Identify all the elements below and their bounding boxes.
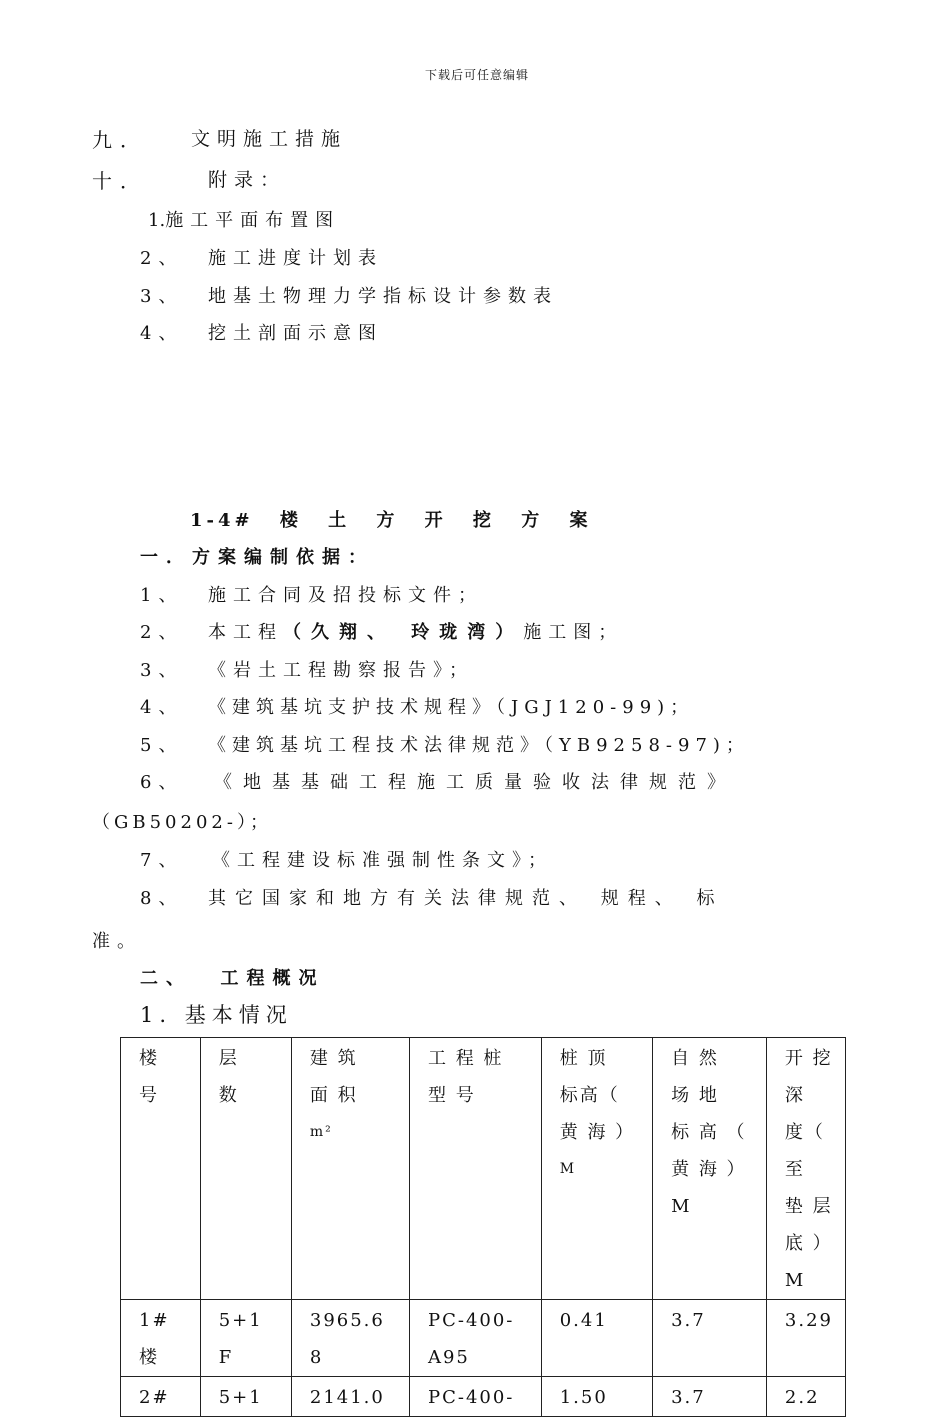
appendix-item bbox=[148, 206, 340, 232]
table-cell: 5+1 F bbox=[200, 1300, 291, 1377]
basis-item bbox=[140, 581, 483, 607]
section-heading: 一．方案编制依据： bbox=[140, 547, 374, 568]
basis-item-text: 《建筑基坑支护技术规程》（JGJ120-99)； bbox=[208, 697, 695, 718]
basis-item bbox=[140, 768, 736, 794]
header-cell: 楼 号 bbox=[121, 1038, 201, 1300]
basis-item-text: 施工合同及招投标文件； bbox=[208, 585, 483, 606]
basis-item-text: 《岩土工程勘察报告》； bbox=[208, 660, 474, 681]
table-cell: 3.7 bbox=[653, 1300, 767, 1377]
page-header: 下载后可任意编辑 bbox=[425, 68, 530, 82]
basis-item bbox=[140, 884, 723, 910]
basis-item-number: 2、 bbox=[140, 622, 184, 643]
basis-item-text: 施工图； bbox=[523, 622, 624, 643]
section-heading: 二、 工程概况 bbox=[140, 968, 325, 989]
appendix-item bbox=[140, 282, 558, 308]
basis-item-text: 《建筑基坑工程技术法律规范》（YB9258-97)； bbox=[208, 735, 750, 756]
table-cell: 3965.6 8 bbox=[291, 1300, 409, 1377]
table-cell: 3.7 bbox=[653, 1377, 767, 1417]
project-name: （久翔、 玲珑湾） bbox=[283, 622, 524, 643]
basis-item-text: 《工程建设标准强制性条文》； bbox=[212, 850, 553, 871]
basis-item bbox=[140, 656, 474, 682]
header-cell: 桩 顶 标高（ 黄 海 ） M bbox=[541, 1038, 652, 1300]
header-cell: 建 筑 面 积 m² bbox=[291, 1038, 409, 1300]
basis-item-number: 1、 bbox=[140, 585, 184, 606]
header-cell: 开 挖 深 度（ 至 垫 层 底 ）M bbox=[766, 1038, 845, 1300]
basis-item bbox=[140, 693, 694, 719]
subsection-heading: 1. 基本情况 bbox=[140, 1003, 293, 1027]
header-cell: 工 程 桩 型 号 bbox=[409, 1038, 541, 1300]
basis-item-continuation: （GB50202-）； bbox=[92, 812, 272, 833]
basis-item bbox=[140, 731, 750, 757]
header-cell: 自 然 场 地 标 高 （ 黄 海 ）M bbox=[653, 1038, 767, 1300]
appendix-item-text: 施工进度计划表 bbox=[208, 248, 383, 269]
basis-item-number: 6、 bbox=[140, 772, 184, 793]
toc-ten-number: 十． bbox=[92, 169, 148, 193]
basis-item-number: 8、 bbox=[140, 888, 184, 909]
table-cell: 1.50 bbox=[541, 1377, 652, 1417]
table-cell: 0.41 bbox=[541, 1300, 652, 1377]
table-cell: 2141.0 bbox=[291, 1377, 409, 1417]
appendix-item-number: 4、 bbox=[140, 323, 184, 344]
basic-info-table bbox=[120, 1037, 846, 1417]
appendix-item-number: 2、 bbox=[140, 248, 184, 269]
basis-item-text: 《地基基础工程施工质量验收法律规范》 bbox=[214, 772, 736, 793]
table-row bbox=[121, 1300, 846, 1377]
appendix-item-number: 1. bbox=[148, 210, 166, 231]
table-header-row bbox=[121, 1038, 846, 1300]
basis-item-text: 本工程 bbox=[208, 622, 283, 643]
appendix-item bbox=[140, 319, 383, 345]
basis-item-text: 其它国家和地方有关法律规范、 规程、 标 bbox=[208, 888, 724, 909]
appendix-item-number: 3、 bbox=[140, 286, 184, 307]
toc-nine-number: 九． bbox=[92, 128, 148, 152]
table-cell: 2# bbox=[121, 1377, 201, 1417]
basis-item-number: 3、 bbox=[140, 660, 184, 681]
table-cell: PC-400- bbox=[409, 1377, 541, 1417]
basis-item-number: 4、 bbox=[140, 697, 184, 718]
document-title: 1-4# 楼 土 方 开 挖 方 案 bbox=[190, 510, 592, 531]
basis-item bbox=[140, 618, 623, 644]
basis-item-continuation: 准。 bbox=[92, 931, 142, 952]
appendix-item-text: 施工平面布置图 bbox=[165, 210, 341, 231]
header-cell: 层 数 bbox=[200, 1038, 291, 1300]
table-cell: 5+1 bbox=[200, 1377, 291, 1417]
toc-ten-text: 附录： bbox=[208, 169, 287, 191]
basis-item-number: 7、 bbox=[140, 850, 184, 871]
appendix-item-text: 挖土剖面示意图 bbox=[208, 323, 383, 344]
table-cell: 3.29 bbox=[766, 1300, 845, 1377]
basis-item-number: 5、 bbox=[140, 735, 184, 756]
toc-nine-text: 文明施工措施 bbox=[191, 128, 348, 150]
table-cell: PC-400- A95 bbox=[409, 1300, 541, 1377]
table-row bbox=[121, 1377, 846, 1417]
table-cell: 2.2 bbox=[766, 1377, 845, 1417]
basis-item bbox=[140, 846, 553, 872]
table-cell: 1# 楼 bbox=[121, 1300, 201, 1377]
appendix-item-text: 地基土物理力学指标设计参数表 bbox=[208, 286, 558, 307]
appendix-item bbox=[140, 244, 383, 270]
